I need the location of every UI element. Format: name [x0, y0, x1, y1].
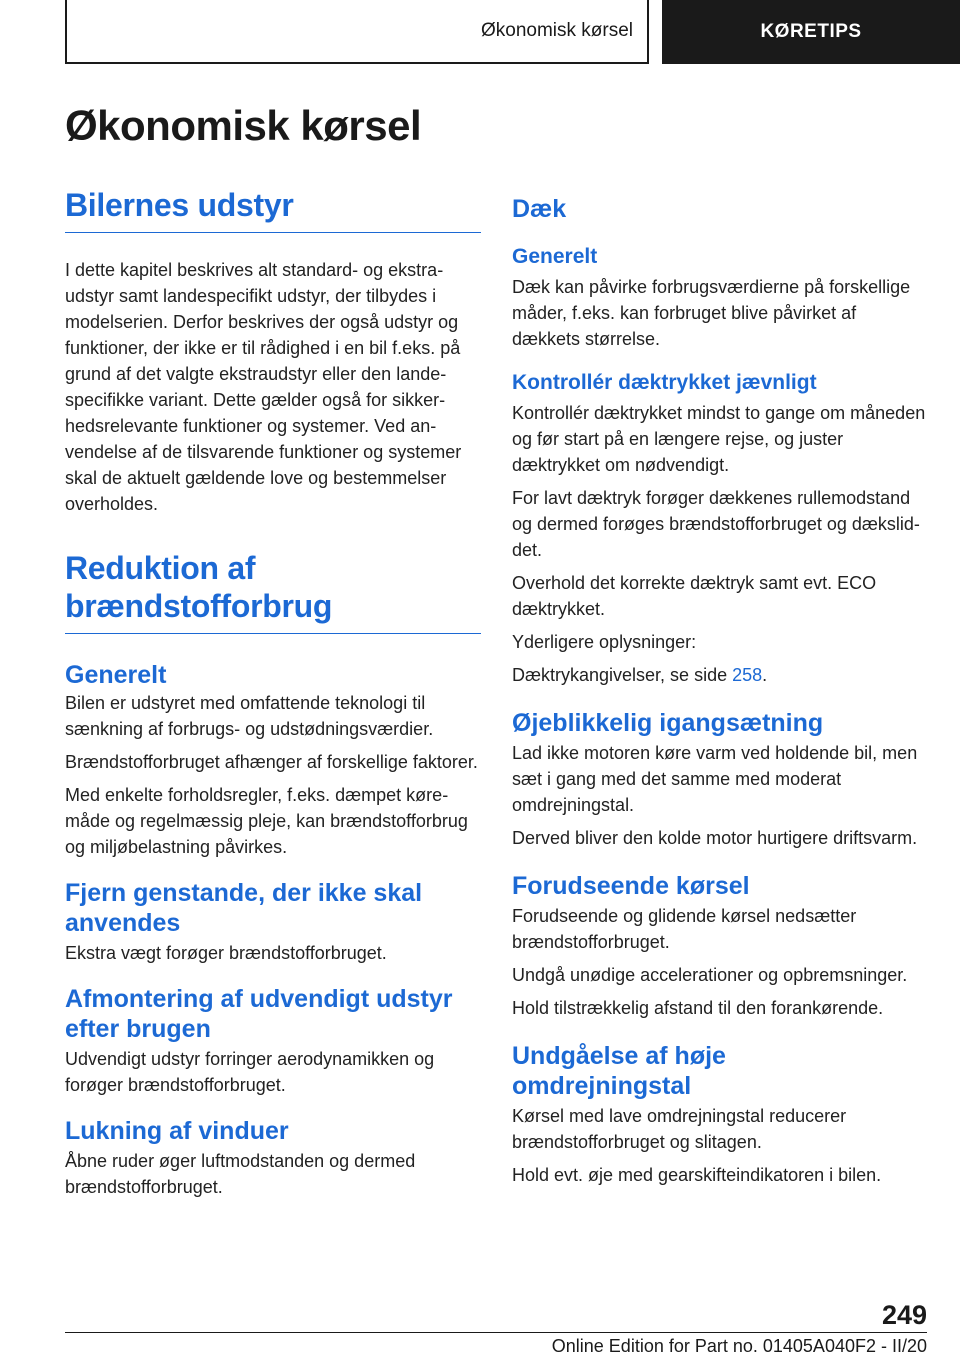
heading-afmontering: Afmontering af udvendigt udstyr efter brugen	[65, 985, 453, 1043]
page-link-258[interactable]: 258	[732, 665, 763, 685]
paragraph-daek-generelt: Dæk kan påvirke forbrugsværdierne på forskellige måder, f.eks. kan forbruget blive påvirket af dækkets størrelse.	[512, 277, 911, 349]
paragraph-undgaaelse-2: Hold evt. øje med gearskifteindikatoren i bilen.	[512, 1165, 882, 1185]
paragraph-generelt-2: Brændstofforbruget afhænger af forskellige faktorer.	[65, 752, 478, 772]
running-header	[65, 0, 649, 64]
paragraph-kontroller-1: Kontrollér dæktrykket mindst to gange om måneden og før start på en længere rejse, og juster dæktrykket om nødvendigt.	[512, 403, 926, 475]
heading-forudseende: Forudseende kørsel	[512, 872, 750, 900]
page-title: Økonomisk kørsel	[65, 102, 422, 149]
heading-daek: Dæk	[512, 195, 567, 223]
page-number: 249	[881, 1300, 927, 1330]
running-header-title: Økonomisk kørsel	[480, 20, 633, 41]
paragraph-forudseende-1: Forudseende og glidende kørsel nedsætter brændstofforbruget.	[512, 906, 857, 952]
paragraph-kontroller-3: Overhold det korrekte dæktryk samt evt. ECO dæktrykket.	[512, 573, 877, 619]
heading-ojeblikkelig: Øjeblikkelig igangsætning	[512, 709, 824, 737]
right-column	[512, 186, 928, 1188]
paragraph-undgaaelse-1: Kørsel med lave omdrejningstal reducerer brændstofforbruget og slitagen.	[512, 1106, 847, 1152]
heading-undgaaelse	[512, 1041, 928, 1101]
heading-undgaaelse-line1: Undgåelse af høje	[512, 1042, 726, 1070]
paragraph-forudseende-2: Undgå unødige accelerationer og opbremsninger.	[512, 965, 908, 985]
tyre-pressure-ref-end: .	[762, 665, 768, 685]
heading-reduktion-line2: brændstofforbrug	[65, 588, 333, 624]
edition-note: Online Edition for Part no. 01405A040F2 - II/20	[551, 1336, 927, 1356]
heading-generelt-left: Generelt	[65, 661, 167, 689]
footer-divider	[65, 1332, 927, 1333]
heading-kontroller-daektryk: Kontrollér dæktrykket jævnligt	[512, 371, 817, 394]
chapter-tab	[662, 0, 960, 64]
paragraph-kontroller-2: For lavt dæktryk forøger dækkenes rullemodstand og dermed forøges brændstofforbruget og dæksliddet.	[512, 488, 920, 560]
paragraph-kontroller-4: Yderligere oplysninger:	[512, 632, 697, 652]
paragraph-forudseende-3: Hold tilstrækkelig afstand til den forankørende.	[512, 998, 884, 1018]
paragraph-lukning-vinduer: Åbne ruder øger luftmodstanden og dermed brændstofforbruget.	[65, 1151, 416, 1197]
left-column	[65, 186, 481, 1200]
heading-lukning-vinduer: Lukning af vinduer	[65, 1117, 289, 1145]
heading-fjern-genstande: Fjern genstande, der ikke skal anvendes	[65, 879, 423, 937]
heading-undgaaelse-line2: omdrejningstal	[512, 1072, 692, 1100]
paragraph-fjern-genstande: Ekstra vægt forøger brændstofforbruget.	[65, 943, 387, 963]
paragraph-afmontering: Udvendigt udstyr forringer aerodynamikken og forøger brændstofforbruget.	[65, 1049, 435, 1095]
paragraph-kontroller-5	[512, 662, 928, 688]
paragraph-ojeblikkelig-1: Lad ikke motoren køre varm ved holdende bil, men sæt i gang med det samme med moderat omdrejningstal.	[512, 743, 918, 815]
heading-reduktion	[65, 549, 481, 634]
heading-generelt-right: Generelt	[512, 245, 598, 268]
paragraph-ojeblikkelig-2: Derved bliver den kolde motor hurtigere driftsvarm.	[512, 828, 918, 848]
paragraph-bilernes-udstyr: I dette kapitel beskrives alt standard- og ekstraudstyr samt landespecifikt udstyr, der tilbydes i modelserien. Derfor beskrives der også udstyr og funktioner, der ikke er til rådighed i en bil f.eks. på grund af det valgte ekstraudstyr eller den landespecifikke variant. Dette gælder også for sikkerhedsrelevante funktioner og systemer. Ved anvendelse af de tilsvarende funktioner og systemer skal de aktuelt gældende love og bestemmelser overholdes.	[65, 260, 462, 514]
heading-bilernes-udstyr: Bilernes udstyr	[65, 186, 481, 233]
heading-reduktion-line1: Reduktion af	[65, 550, 256, 586]
paragraph-generelt-3: Med enkelte forholdsregler, f.eks. dæmpet køremåde og regelmæssig pleje, kan brændstofforbrug og miljøbelastning påvirkes.	[65, 785, 468, 857]
tyre-pressure-ref-text: Dæktrykangivelser, se side	[512, 665, 733, 685]
chapter-tab-label: KØRETIPS	[760, 21, 862, 42]
paragraph-generelt-1: Bilen er udstyret med omfattende teknologi til sænkning af forbrugs- og udstødningsværdier.	[65, 693, 434, 739]
